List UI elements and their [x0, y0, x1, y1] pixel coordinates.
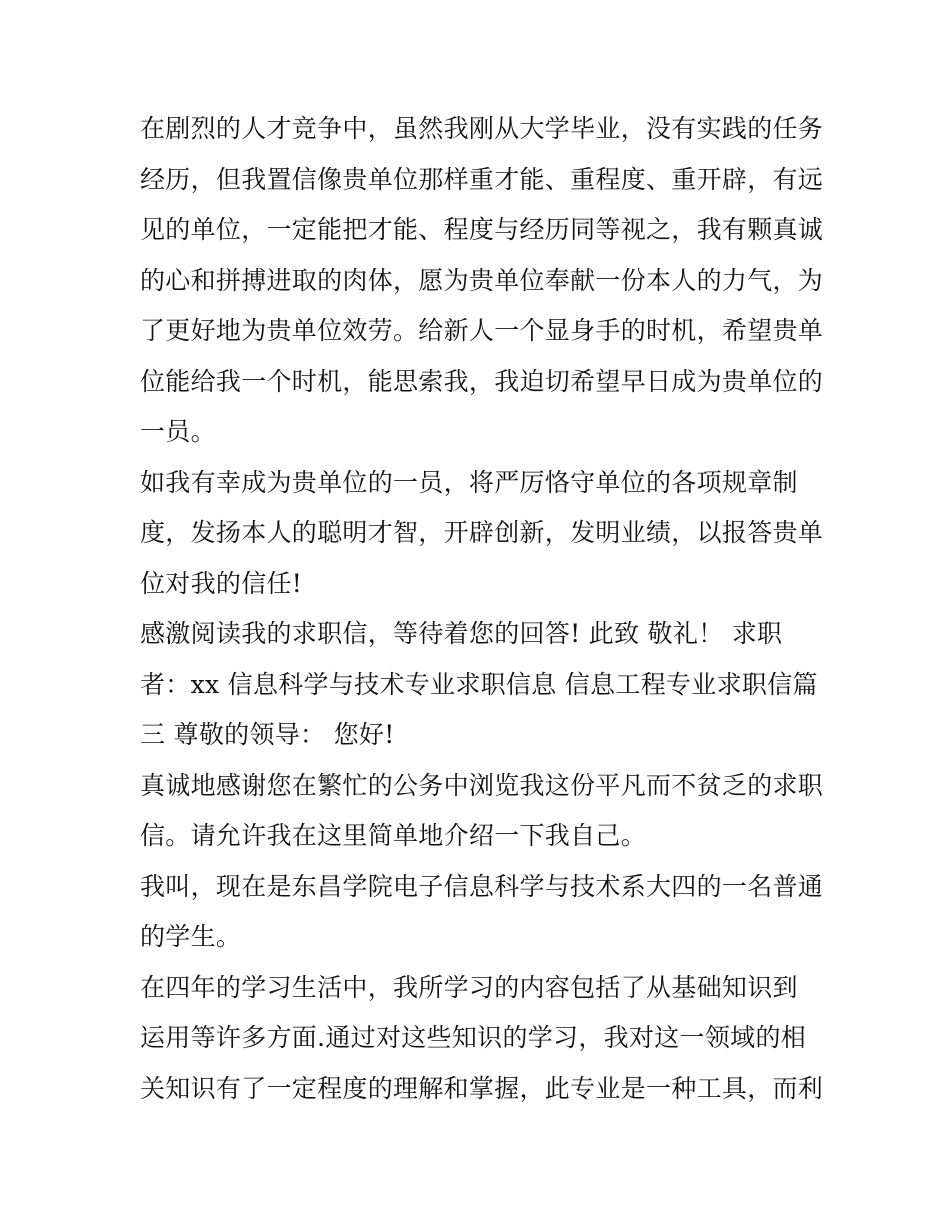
text-line: 在四年的学习生活中，我所学习的内容包括了从基础知识到	[140, 973, 798, 1002]
text-line: 的心和拼搏进取的肉体，愿为贵单位奉献一份本人的力气，为	[140, 266, 824, 295]
text-line: 见的单位，一定能把才能、程度与经历同等视之，我有颗真诚	[140, 215, 824, 244]
text-line: 位对我的信任!	[140, 569, 303, 598]
text-line: 的学生。	[140, 922, 242, 951]
text-line: 真诚地感谢您在繁忙的公务中浏览我这份平凡而不贫乏的求职	[140, 771, 824, 800]
text-line: 经历，但我置信像贵单位那样重才能、重程度、重开辟，有远	[140, 165, 824, 194]
text-line: 感激阅读我的求职信，等待着您的回答! 此致 敬礼！ 求职	[140, 619, 783, 648]
text-line: 在剧烈的人才竞争中，虽然我刚从大学毕业，没有实践的任务	[140, 114, 824, 143]
text-line: 一员。	[140, 417, 216, 446]
text-line: 度，发扬本人的聪明才智，开辟创新，发明业绩，以报答贵单	[140, 518, 824, 547]
text-line: 者：xx 信息科学与技术专业求职信息 信息工程专业求职信篇	[140, 670, 818, 699]
text-line: 我叫，现在是东昌学院电子信息科学与技术系大四的一名普通	[140, 872, 824, 901]
text-line: 运用等许多方面.通过对这些知识的学习，我对这一领域的相	[140, 1023, 807, 1052]
text-line: 了更好地为贵单位效劳。给新人一个显身手的时机，希望贵单	[140, 316, 824, 345]
text-line: 三 尊敬的领导： 您好!	[140, 720, 395, 749]
text-line: 关知识有了一定程度的理解和掌握，此专业是一种工具，而利	[140, 1074, 824, 1103]
text-line: 位能给我一个时机，能思索我，我迫切希望早日成为贵单位的	[140, 367, 824, 396]
text-line: 如我有幸成为贵单位的一员，将严厉恪守单位的各项规章制	[140, 468, 798, 497]
text-line: 信。请允许我在这里简单地介绍一下我自己。	[140, 821, 647, 850]
